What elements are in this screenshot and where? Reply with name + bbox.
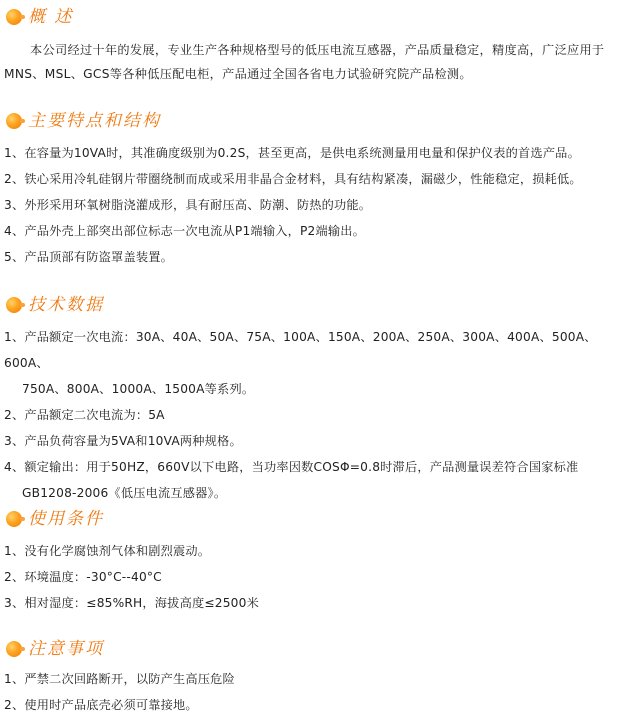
orange-bullet-icon xyxy=(6,641,22,657)
notes-section xyxy=(0,638,620,718)
list-item: 2、使用时产品底壳必须可靠接地。 xyxy=(4,698,198,712)
orange-bullet-icon xyxy=(6,511,22,527)
list-item xyxy=(0,454,620,506)
list-item: 4、产品外壳上部突出部位标志一次电流从P1端输入，P2端输出。 xyxy=(4,224,366,238)
notes-title: 注意事项 xyxy=(28,639,104,659)
notes-list xyxy=(0,666,620,718)
list-item xyxy=(0,324,620,402)
specs-heading xyxy=(0,294,620,318)
list-item: 1、在容量为10VA时，其准确度级别为0.2S，甚至更高，是供电系统测量用电量和保护仪表的首选产品。 xyxy=(4,146,580,160)
list-item: 3、相对湿度：≤85%RH，海拔高度≤2500米 xyxy=(4,596,259,610)
list-item xyxy=(0,402,620,428)
list-item: 3、外形采用环氧树脂浇灌成形，具有耐压高、防潮、防热的功能。 xyxy=(4,198,372,212)
overview-title: 概 述 xyxy=(28,7,74,27)
list-item-continuation: GB1208-2006《低压电流互感器》。 xyxy=(22,486,227,500)
overview-section xyxy=(0,6,620,86)
orange-bullet-icon xyxy=(6,113,22,129)
overview-heading xyxy=(0,6,620,30)
list-item: 2、环境温度：-30°C--40°C xyxy=(4,570,162,584)
list-item-continuation: 750A、800A、1000A、1500A等系列。 xyxy=(22,382,255,396)
features-heading xyxy=(0,110,620,134)
list-item-text: 2、产品额定二次电流为：5A xyxy=(4,408,165,422)
list-item: 1、严禁二次回路断开，以防产生高压危险 xyxy=(4,672,235,686)
specs-title: 技术数据 xyxy=(28,295,104,315)
list-item: 2、铁心采用冷轧硅钢片带圈绕制而成或采用非晶合金材料，具有结构紧凑，漏磁少，性能稳定，损耗低。 xyxy=(4,172,582,186)
features-title: 主要特点和结构 xyxy=(28,111,161,131)
features-section xyxy=(0,110,620,270)
list-item-text: 3、产品负荷容量为5VA和10VA两种规格。 xyxy=(4,434,242,448)
list-item: 5、产品顶部有防盗罩盖装置。 xyxy=(4,250,173,264)
list-item xyxy=(0,428,620,454)
conditions-heading xyxy=(0,508,620,532)
overview-paragraph: 本公司经过十年的发展，专业生产各种规格型号的低压电流互感器，产品质量稳定，精度高，广泛应用于MNS、MSL、GCS等各种低压配电柜，产品通过全国各省电力试验研究院产品检测。 xyxy=(4,43,605,81)
notes-heading xyxy=(0,638,620,662)
specs-section xyxy=(0,294,620,506)
list-item-text: 1、产品额定一次电流：30A、40A、50A、75A、100A、150A、200A、250A、300A、400A、500A、600A、 xyxy=(4,330,597,370)
conditions-list xyxy=(0,538,620,616)
orange-bullet-icon xyxy=(6,9,22,25)
conditions-title: 使用条件 xyxy=(28,509,104,529)
specs-list xyxy=(0,324,620,506)
list-item-text: 4、额定输出：用于50HZ，660V以下电路，当功率因数COSΦ=0.8时滞后，产品测量误差符合国家标准 xyxy=(4,460,579,474)
features-list xyxy=(0,140,620,270)
conditions-section xyxy=(0,508,620,616)
orange-bullet-icon xyxy=(6,297,22,313)
list-item: 1、没有化学腐蚀剂气体和剧烈震动。 xyxy=(4,544,211,558)
